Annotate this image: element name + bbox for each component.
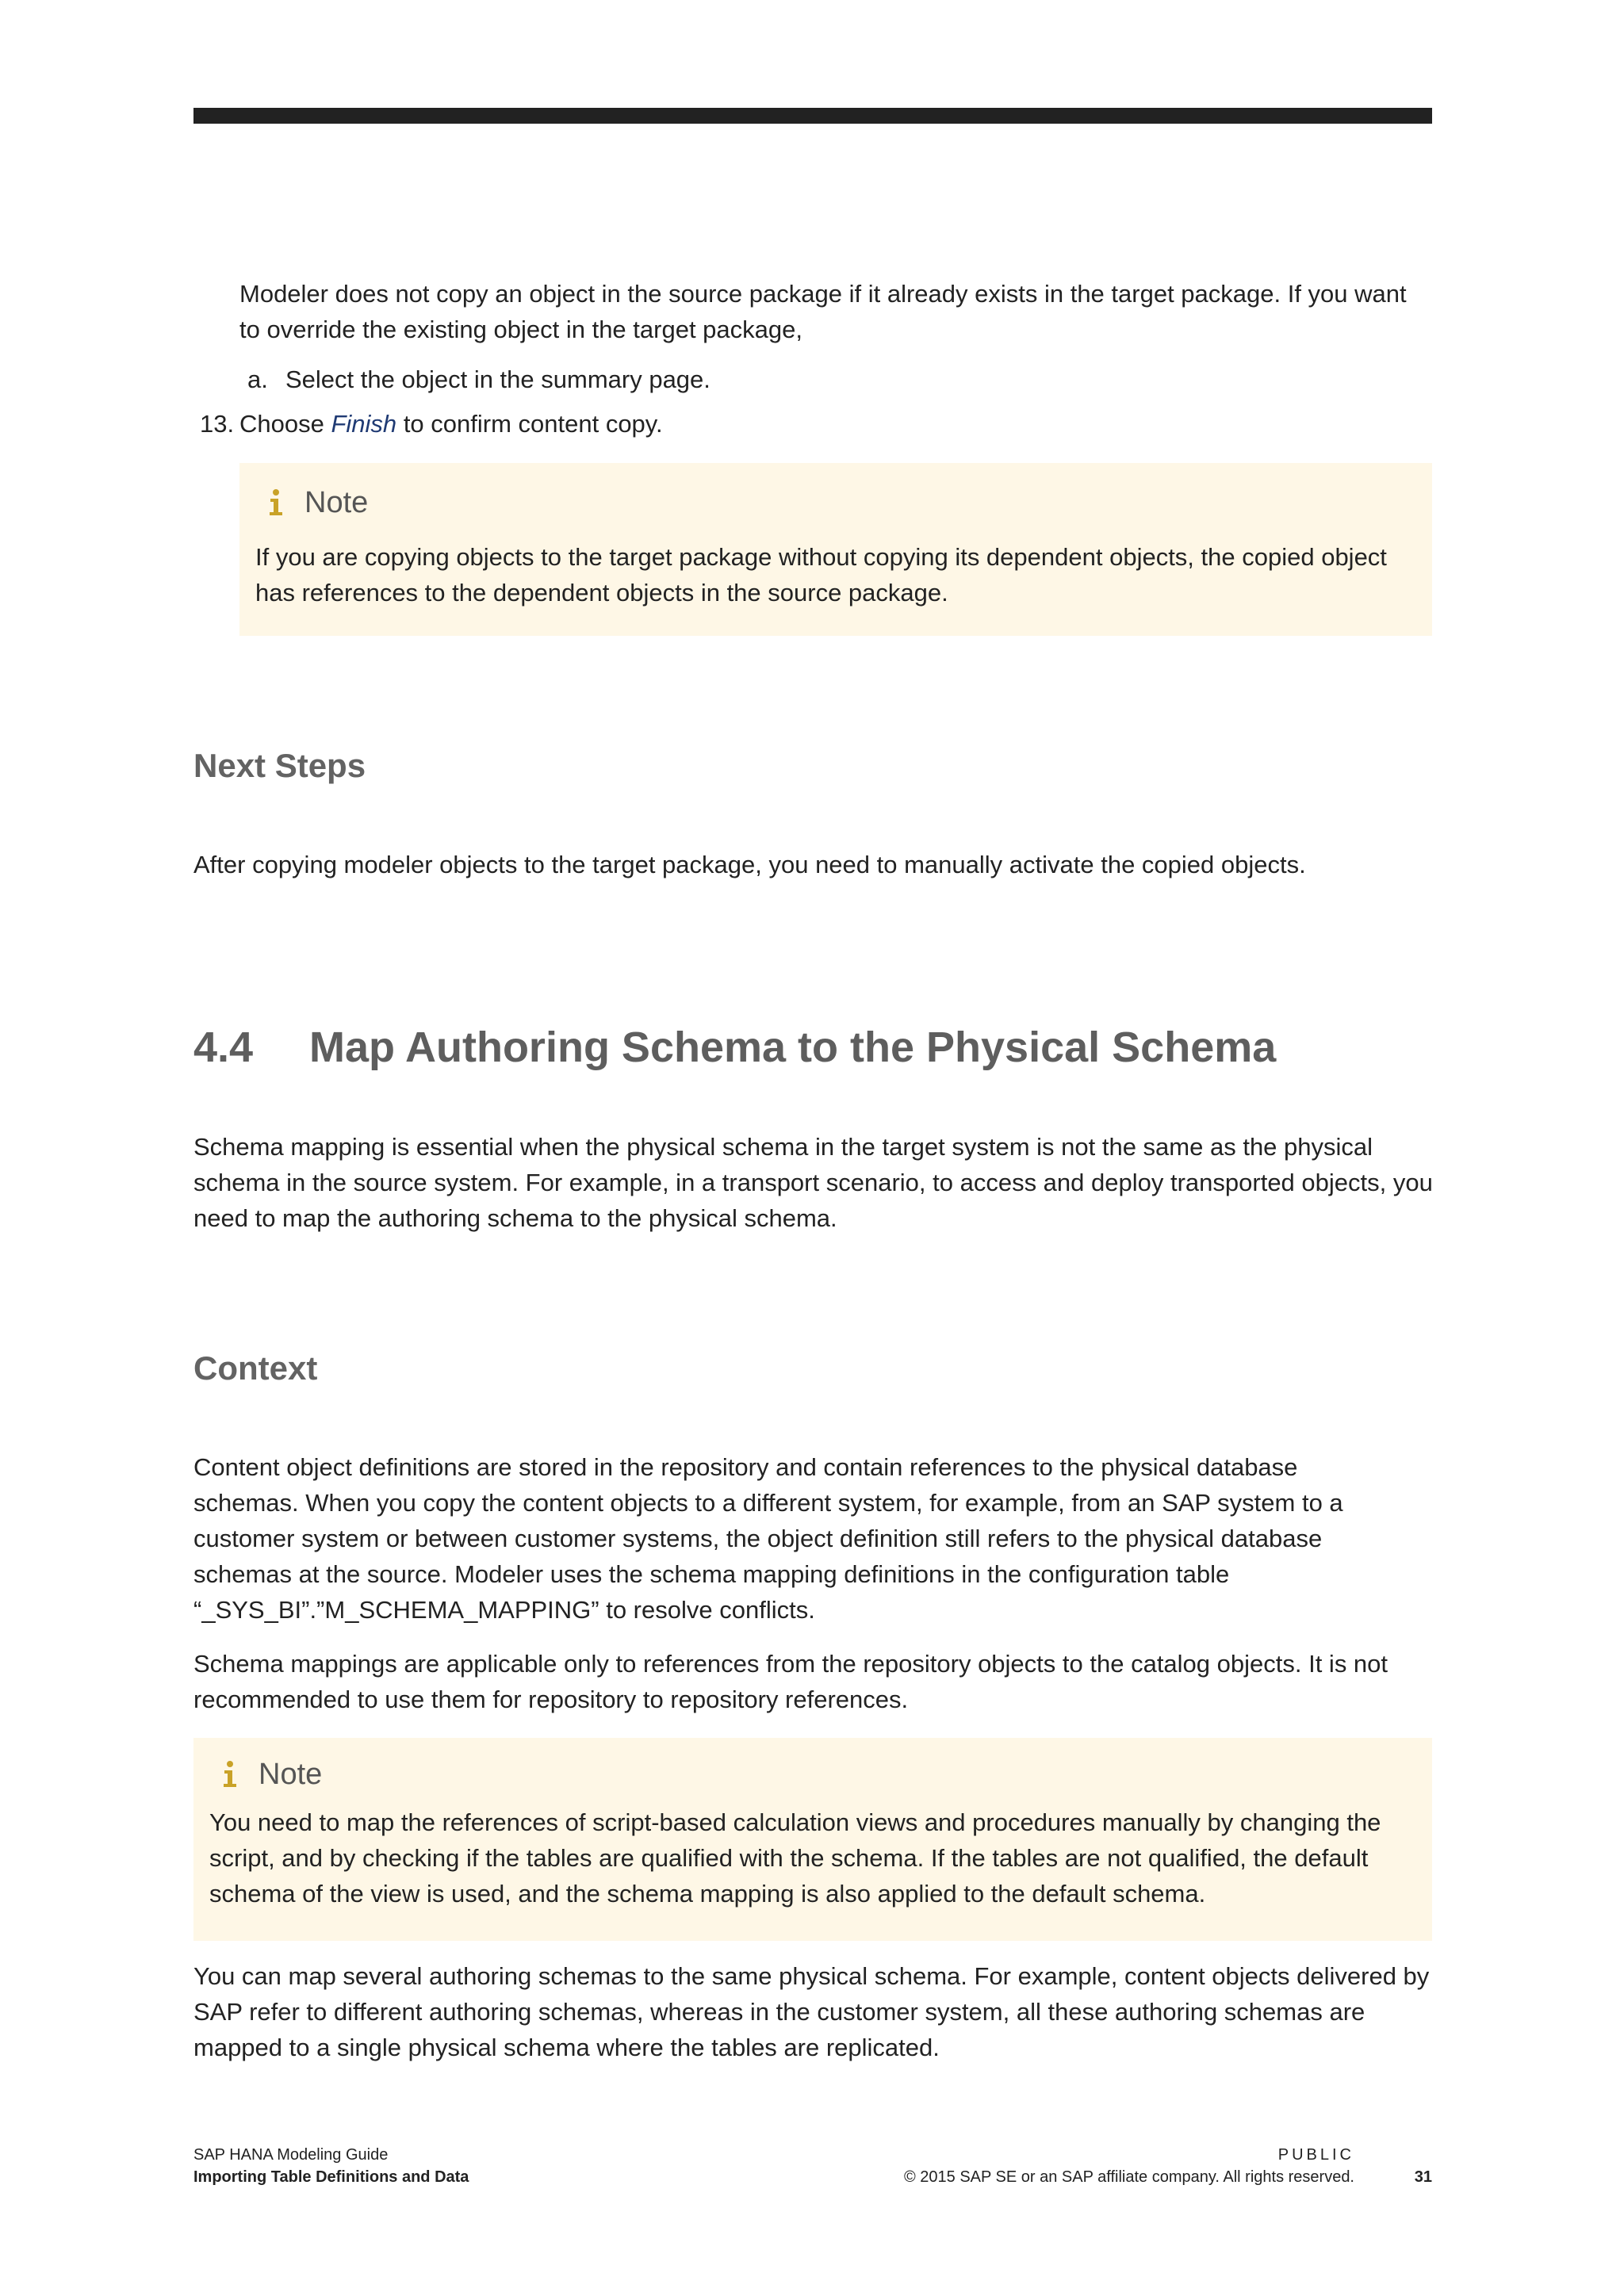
step-13	[200, 406, 1421, 442]
context-paragraph-2: Schema mappings are applicable only to references from the repository objects to the catalog objects. It is not recommended to use them for repository to repository references.	[193, 1650, 1388, 1713]
note-box-copy	[239, 463, 1432, 636]
context-heading: Context	[193, 1349, 318, 1387]
footer-classification: PUBLIC	[1277, 2146, 1354, 2164]
note-box-schema	[193, 1738, 1432, 1941]
intro-paragraph: Modeler does not copy an object in the source package if it already exists in the target package. If you want to override the existing object in the target package,	[239, 280, 1407, 343]
footer-right	[904, 2144, 1354, 2188]
sub-list-marker: a.	[247, 365, 268, 393]
note-text: You need to map the references of script-based calculation views and procedures manually by changing the script, and by checking if the tables are qualified with the schema. If the tables are not qualified, the default schema of the view is used, and the schema mapping is also applied to the default schema.	[209, 1808, 1381, 1908]
section-number: 4.4	[193, 1024, 254, 1071]
note-header	[255, 484, 1416, 522]
footer-copyright: © 2015 SAP SE or an SAP affiliate company. All rights reserved.	[903, 2168, 1354, 2186]
finish-emphasis: Finish	[331, 410, 397, 438]
info-icon	[220, 1758, 239, 1790]
next-steps-text: After copying modeler objects to the target package, you need to manually activate the copied objects.	[193, 851, 1306, 878]
step-text-before: Choose	[239, 410, 324, 438]
context-paragraph-1: Content object definitions are stored in the repository and contain references to the physical database schemas. When you copy the content objects to a different system, for example, from an SAP system to a customer system or between customer systems, the object definition still refers to the physical database schemas at the source. Modeler uses the schema mapping definitions in the configuration table “_SYS_BI”.”M_SCHEMA_MAPPING” to resolve conflicts.	[193, 1453, 1343, 1624]
step-text-after: to confirm content copy.	[403, 410, 663, 438]
footer-left	[193, 2144, 469, 2188]
section-heading	[193, 1020, 1276, 1075]
note-title: Note	[259, 1758, 323, 1791]
next-steps-heading: Next Steps	[193, 747, 366, 784]
sub-list-text: Select the object in the summary page.	[285, 365, 710, 393]
note-text: If you are copying objects to the target package without copying its dependent objects, the copied object has references to the dependent objects in the source package.	[255, 543, 1387, 607]
page-number: 31	[1414, 2168, 1432, 2186]
section-intro: Schema mapping is essential when the physical schema in the target system is not the same as the physical schema in the source system. For example, in a transport scenario, to access and deploy transported objects, you need to map the authoring schema to the physical schema.	[193, 1133, 1433, 1232]
closing-paragraph: You can map several authoring schemas to the same physical schema. For example, content objects delivered by SAP refer to different authoring schemas, whereas in the customer system, all these authoring schemas are mapped to a single physical schema where the tables are replicated.	[193, 1962, 1430, 2061]
top-rule	[193, 108, 1432, 124]
note-title: Note	[304, 486, 369, 519]
step-number: 13.	[200, 410, 235, 438]
footer-guide-title: SAP HANA Modeling Guide	[193, 2146, 389, 2164]
footer-chapter: Importing Table Definitions and Data	[193, 2168, 469, 2186]
sub-list-item	[247, 362, 1421, 397]
section-title: Map Authoring Schema to the Physical Schema	[309, 1024, 1277, 1071]
info-icon	[266, 487, 285, 519]
note-header	[209, 1755, 1416, 1793]
